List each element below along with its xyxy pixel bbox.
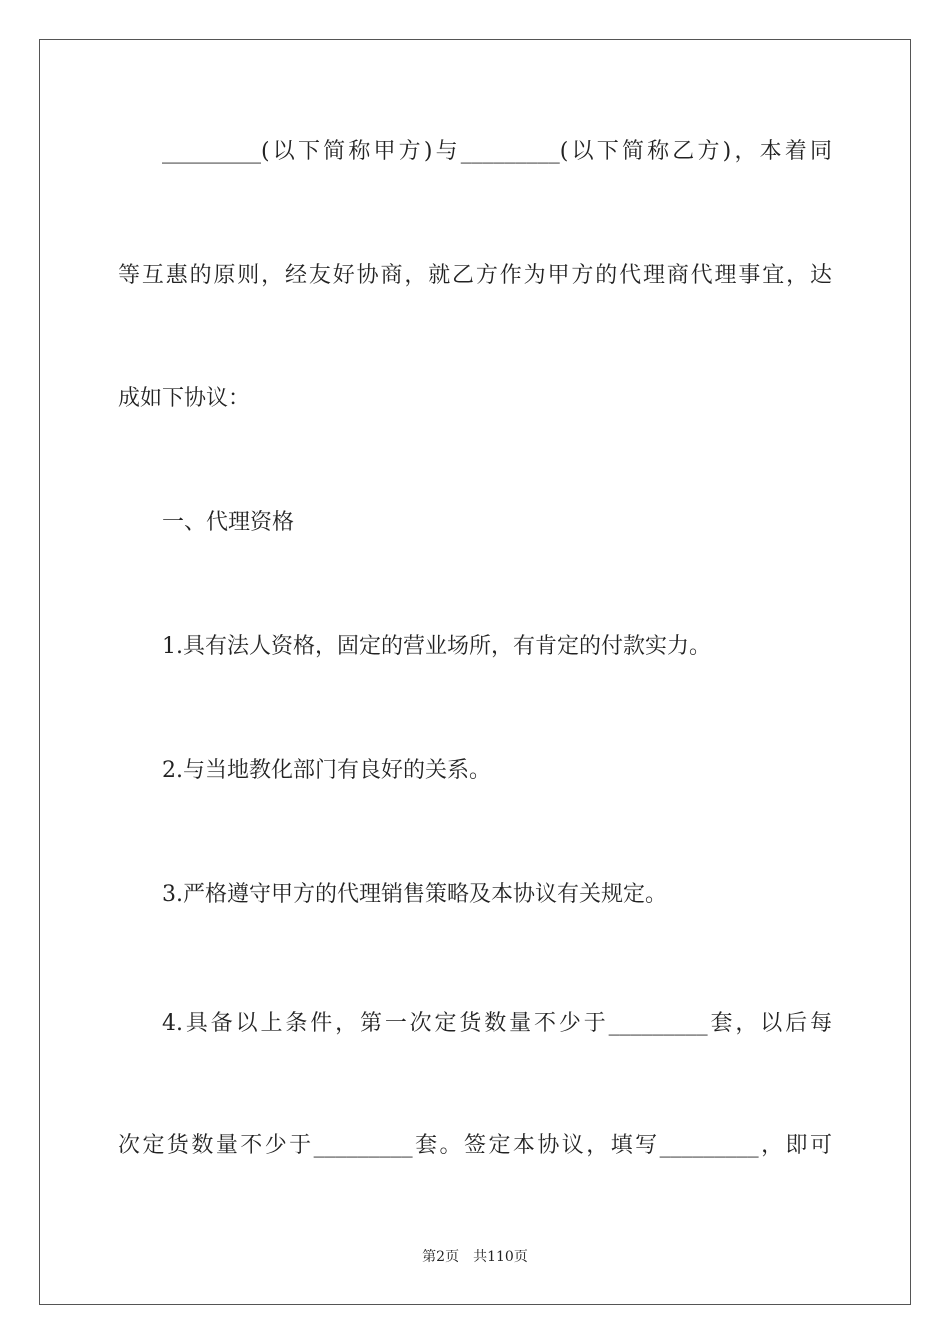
paragraph-line-2: 等互惠的原则，经友好协商，就乙方作为甲方的代理商代理事宜，达 [118, 263, 832, 288]
list-item-1: 1.具有法人资格，固定的营业场所，有肯定的付款实力。 [162, 634, 711, 659]
list-item-4: 4.具备以上条件，第一次定货数量不少于_________套，以后每 [162, 1011, 832, 1036]
page-number: 第2页 [422, 1249, 460, 1265]
page-border [39, 39, 911, 1305]
page-total: 共110页 [473, 1249, 528, 1265]
paragraph-line-1: _________(以下简称甲方)与_________(以下简称乙方)，本着同 [162, 139, 832, 164]
section-heading: 一、代理资格 [162, 510, 295, 535]
list-item-3: 3.严格遵守甲方的代理销售策略及本协议有关规定。 [162, 882, 667, 907]
page-footer [0, 1246, 950, 1266]
paragraph-line-3: 成如下协议： [118, 386, 251, 411]
list-item-4-continued: 次定货数量不少于_________套。签定本协议，填写_________，即可 [118, 1133, 832, 1158]
list-item-2: 2.与当地教化部门有良好的关系。 [162, 758, 491, 783]
